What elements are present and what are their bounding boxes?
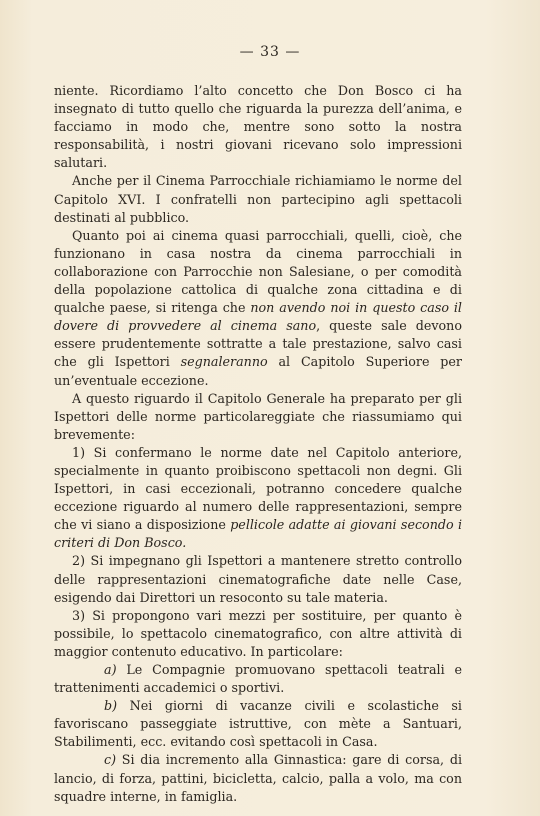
text-run: Le Compagnie promuovano spettacoli teatrali e trattenimenti accademici o sportivi. bbox=[54, 662, 462, 696]
paragraph bbox=[54, 444, 462, 553]
text-run: 3) Si propongono vari mezzi per sostituire, per quanto è possibile, lo spettacolo cinematografico, con altre attività di maggior contenuto educativo. In particolare: bbox=[54, 607, 462, 659]
text-run: niente. Ricordiamo l’alto concetto che Don Bosco ci ha insegnato di tutto quello che riguarda la purezza dell’anima, e facciamo in modo che, mentre sono sotto la nostra responsabilità, i nostri giovani ricevano solo impressioni salutari. bbox=[54, 83, 462, 171]
italic-text: c) bbox=[104, 752, 117, 768]
page-number: — 33 — bbox=[239, 44, 301, 60]
text-run: , queste sale devono essere prudentemente sottratte a tale prestazione, salvo casi che gli Ispettori bbox=[54, 318, 462, 370]
text-run: A questo riguardo il Capitolo Generale ha preparato per gli Ispettori delle norme particolareggiate che riassumiamo qui brevemente: bbox=[54, 390, 462, 442]
paragraph bbox=[54, 172, 462, 226]
italic-text: segnaleranno bbox=[180, 354, 268, 370]
italic-text: non avendo noi in questo caso il dovere di provvedere al cinema sano bbox=[54, 300, 462, 334]
italic-text: b) bbox=[104, 698, 118, 714]
paragraph bbox=[54, 552, 462, 606]
paragraph bbox=[54, 390, 462, 444]
paragraph bbox=[54, 751, 462, 805]
paragraph bbox=[54, 607, 462, 661]
text-run: Anche per il Cinema Parrocchiale richiamiamo le norme del Capitolo XVI. I confratelli non partecipino agli spettacoli destinati al pubblico. bbox=[54, 173, 462, 225]
paragraph bbox=[54, 82, 462, 172]
text-run: Quanto poi ai cinema quasi parrocchiali, quelli, cioè, che funzionano in casa nostra da cinema parrocchiali in collaborazione con Parrocchie non Salesiane, o per comodità della popolazione cattolica di qualche zona cittadina e di qualche paese, si ritenga che bbox=[54, 227, 462, 316]
paragraph bbox=[54, 661, 462, 697]
text-run: 1) Si confermano le norme date nel Capitolo anteriore, specialmente in quanto proibiscono spettacoli non degni. Gli Ispettori, in casi eccezionali, potranno concedere qualche eccezione riguardo al numero delle rappresentazioni, sempre che vi siano a disposizione bbox=[54, 444, 462, 533]
paragraph bbox=[54, 697, 462, 751]
text-run: Si dia incremento alla Ginnastica: gare di corsa, di lancio, di forza, pattini, bicicletta, calcio, palla a volo, ma con squadre interne, in famiglia. bbox=[54, 752, 462, 804]
text-run: 2) Si impegnano gli Ispettori a mantenere stretto controllo delle rappresentazioni cinematografiche date nelle Case, esigendo dai Direttori un resoconto su tale materia. bbox=[54, 553, 462, 605]
body-text bbox=[54, 82, 462, 806]
italic-text: a) bbox=[104, 662, 117, 677]
italic-text: pellicole adatte ai giovani secondo i criteri di Don Bosco. bbox=[54, 517, 462, 551]
text-run: Nei giorni di vacanze civili e scolastiche si favoriscano passeggiate istruttive, con mète a Santuari, Stabilimenti, ecc. evitando così spettacoli in Casa. bbox=[54, 698, 462, 750]
text-run: al Capitolo Superiore per un’eventuale eccezione. bbox=[54, 354, 462, 388]
paragraph bbox=[54, 227, 462, 390]
